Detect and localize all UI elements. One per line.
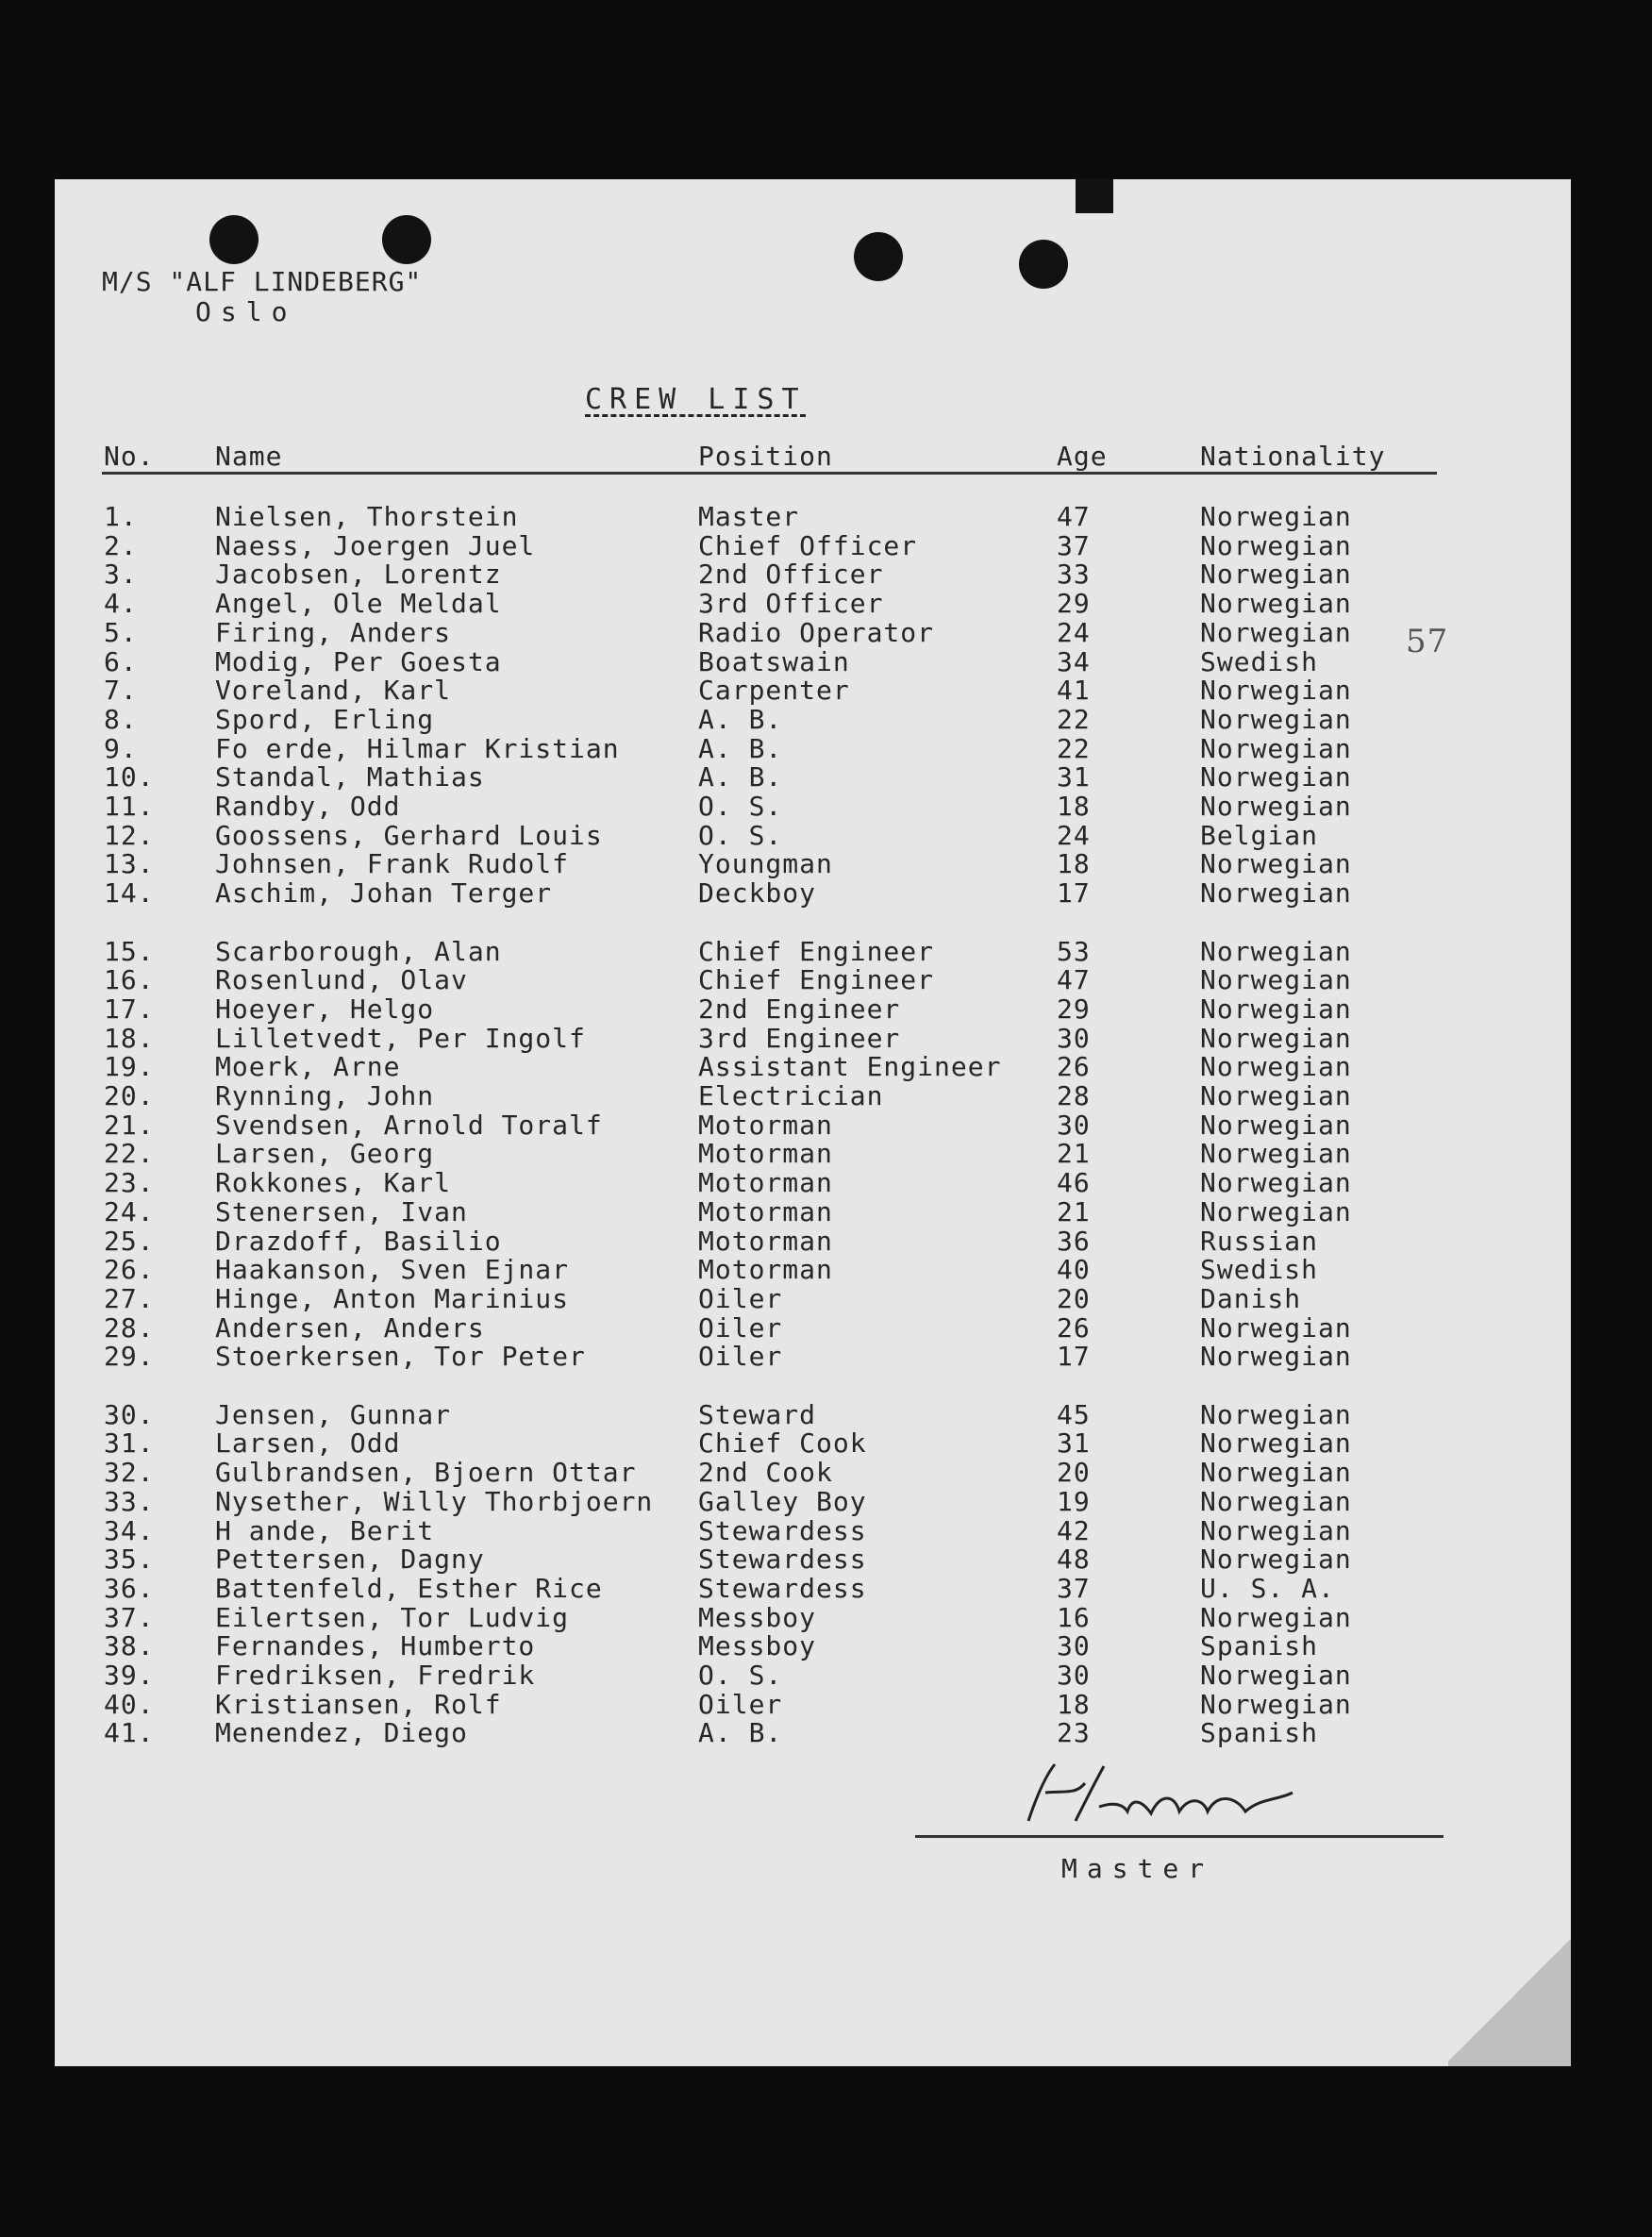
- crew-name: Aschim, Johan Terger: [215, 877, 553, 909]
- column-header-no: No.: [104, 441, 155, 472]
- table-row: [0, 1428, 1652, 1458]
- crew-position: Motorman: [698, 1138, 833, 1169]
- row-number: 10.: [104, 761, 155, 793]
- crew-position: Messboy: [698, 1630, 817, 1661]
- crew-name: Jacobsen, Lorentz: [215, 559, 502, 590]
- crew-name: Pettersen, Dagny: [215, 1544, 485, 1575]
- crew-age: 45: [1057, 1399, 1091, 1430]
- crew-nationality: Norwegian: [1200, 1312, 1352, 1344]
- crew-age: 20: [1057, 1457, 1091, 1488]
- crew-nationality: Norwegian: [1200, 559, 1352, 590]
- vessel-name: M/S "ALF LINDEBERG": [102, 266, 423, 297]
- crew-nationality: Norwegian: [1200, 588, 1352, 619]
- row-number: 20.: [104, 1080, 155, 1111]
- crew-name: Nysether, Willy Thorbjoern: [215, 1486, 654, 1517]
- crew-name: Stenersen, Ivan: [215, 1196, 468, 1227]
- crew-nationality: Norwegian: [1200, 993, 1352, 1025]
- table-row: [0, 1139, 1652, 1168]
- table-row: [0, 1081, 1652, 1110]
- crew-name: Fredriksen, Fredrik: [215, 1660, 536, 1691]
- crew-position: A. B.: [698, 704, 783, 735]
- crew-position: Galley Boy: [698, 1486, 867, 1517]
- crew-nationality: Norwegian: [1200, 1457, 1352, 1488]
- row-number: 9.: [104, 733, 138, 764]
- crew-position: Steward: [698, 1399, 817, 1430]
- crew-age: 26: [1057, 1312, 1091, 1344]
- crew-name: Modig, Per Goesta: [215, 646, 502, 677]
- page-number: 57: [1406, 623, 1449, 660]
- crew-age: 16: [1057, 1602, 1091, 1633]
- crew-age: 18: [1057, 1689, 1091, 1720]
- crew-nationality: Norwegian: [1200, 1602, 1352, 1633]
- crew-name: Fernandes, Humberto: [215, 1630, 536, 1661]
- crew-position: Electrician: [698, 1080, 884, 1111]
- crew-nationality: Norwegian: [1200, 1167, 1352, 1198]
- row-number: 5.: [104, 617, 138, 648]
- table-row: [0, 734, 1652, 763]
- table-row: [0, 676, 1652, 705]
- table-row: [0, 559, 1652, 589]
- table-row: [0, 994, 1652, 1024]
- paper-notch: [1076, 179, 1113, 213]
- row-number: 33.: [104, 1486, 155, 1517]
- crew-age: 46: [1057, 1167, 1091, 1198]
- crew-position: Motorman: [698, 1196, 833, 1227]
- crew-age: 17: [1057, 1341, 1091, 1372]
- crew-nationality: Norwegian: [1200, 1689, 1352, 1720]
- crew-name: Andersen, Anders: [215, 1312, 485, 1344]
- table-row: [0, 1342, 1652, 1371]
- crew-nationality: Norwegian: [1200, 848, 1352, 879]
- crew-position: Stewardess: [698, 1515, 867, 1546]
- crew-age: 31: [1057, 1427, 1091, 1459]
- row-number: 38.: [104, 1630, 155, 1661]
- row-number: 34.: [104, 1515, 155, 1546]
- crew-age: 37: [1057, 530, 1091, 561]
- crew-position: Oiler: [698, 1312, 783, 1344]
- table-row: [0, 965, 1652, 994]
- crew-nationality: Norwegian: [1200, 1138, 1352, 1169]
- punch-hole: [1019, 240, 1068, 289]
- crew-name: Naess, Joergen Juel: [215, 530, 536, 561]
- row-number: 8.: [104, 704, 138, 735]
- punch-hole: [382, 215, 431, 264]
- crew-name: Menendez, Diego: [215, 1717, 468, 1748]
- table-row: [0, 1487, 1652, 1516]
- table-row: [0, 1110, 1652, 1140]
- crew-name: Randby, Odd: [215, 791, 401, 822]
- crew-position: A. B.: [698, 1717, 783, 1748]
- row-number: 1.: [104, 501, 138, 532]
- crew-name: Moerk, Arne: [215, 1051, 401, 1082]
- crew-age: 28: [1057, 1080, 1091, 1111]
- crew-nationality: Norwegian: [1200, 964, 1352, 995]
- crew-age: 17: [1057, 877, 1091, 909]
- crew-nationality: Norwegian: [1200, 877, 1352, 909]
- crew-nationality: Norwegian: [1200, 1023, 1352, 1054]
- crew-position: O. S.: [698, 791, 783, 822]
- crew-name: Voreland, Karl: [215, 675, 452, 706]
- crew-nationality: Norwegian: [1200, 1660, 1352, 1691]
- crew-name: Jensen, Gunnar: [215, 1399, 452, 1430]
- crew-nationality: Norwegian: [1200, 733, 1352, 764]
- crew-position: A. B.: [698, 733, 783, 764]
- table-row: [0, 849, 1652, 878]
- crew-position: 3rd Officer: [698, 588, 884, 619]
- crew-age: 42: [1057, 1515, 1091, 1546]
- document-title: CREW LIST: [585, 383, 807, 416]
- crew-position: Motorman: [698, 1167, 833, 1198]
- crew-name: Gulbrandsen, Bjoern Ottar: [215, 1457, 637, 1488]
- table-row: [0, 531, 1652, 560]
- crew-age: 36: [1057, 1226, 1091, 1257]
- column-header-age: Age: [1057, 441, 1108, 472]
- crew-position: 2nd Cook: [698, 1457, 833, 1488]
- crew-nationality: Norwegian: [1200, 761, 1352, 793]
- crew-nationality: Norwegian: [1200, 936, 1352, 967]
- crew-age: 20: [1057, 1283, 1091, 1314]
- row-number: 19.: [104, 1051, 155, 1082]
- crew-name: Lilletvedt, Per Ingolf: [215, 1023, 586, 1054]
- table-row: [0, 1544, 1652, 1574]
- crew-name: Battenfeld, Esther Rice: [215, 1573, 603, 1604]
- crew-name: Johnsen, Frank Rudolf: [215, 848, 570, 879]
- crew-age: 19: [1057, 1486, 1091, 1517]
- row-number: 18.: [104, 1023, 155, 1054]
- crew-age: 33: [1057, 559, 1091, 590]
- table-row: [0, 1313, 1652, 1343]
- table-row: [0, 1197, 1652, 1227]
- row-number: 23.: [104, 1167, 155, 1198]
- folded-corner: [1448, 1934, 1571, 2066]
- crew-position: O. S.: [698, 1660, 783, 1691]
- crew-age: 30: [1057, 1110, 1091, 1141]
- row-number: 28.: [104, 1312, 155, 1344]
- crew-age: 40: [1057, 1254, 1091, 1285]
- row-number: 35.: [104, 1544, 155, 1575]
- crew-name: Kristiansen, Rolf: [215, 1689, 502, 1720]
- crew-age: 29: [1057, 588, 1091, 619]
- crew-name: Eilertsen, Tor Ludvig: [215, 1602, 570, 1633]
- crew-position: Master: [698, 501, 800, 532]
- row-number: 12.: [104, 820, 155, 851]
- punch-hole: [209, 215, 259, 264]
- table-row: [0, 589, 1652, 618]
- crew-nationality: Norwegian: [1200, 791, 1352, 822]
- crew-name: Nielsen, Thorstein: [215, 501, 519, 532]
- crew-age: 48: [1057, 1544, 1091, 1575]
- row-number: 30.: [104, 1399, 155, 1430]
- row-number: 6.: [104, 646, 138, 677]
- row-number: 2.: [104, 530, 138, 561]
- crew-nationality: Russian: [1200, 1226, 1319, 1257]
- crew-position: Stewardess: [698, 1573, 867, 1604]
- crew-name: Hinge, Anton Marinius: [215, 1283, 570, 1314]
- crew-position: Chief Officer: [698, 530, 918, 561]
- row-number: 26.: [104, 1254, 155, 1285]
- table-row: [0, 705, 1652, 734]
- crew-position: O. S.: [698, 820, 783, 851]
- crew-nationality: Swedish: [1200, 646, 1319, 677]
- row-number: 39.: [104, 1660, 155, 1691]
- table-row: [0, 1661, 1652, 1690]
- crew-nationality: Norwegian: [1200, 1051, 1352, 1082]
- crew-position: Radio Operator: [698, 617, 935, 648]
- crew-age: 29: [1057, 993, 1091, 1025]
- crew-nationality: Norwegian: [1200, 675, 1352, 706]
- crew-age: 31: [1057, 761, 1091, 793]
- crew-name: Drazdoff, Basilio: [215, 1226, 502, 1257]
- table-row: [0, 502, 1652, 531]
- crew-position: Deckboy: [698, 877, 817, 909]
- crew-age: 30: [1057, 1630, 1091, 1661]
- table-row: [0, 821, 1652, 850]
- table-row: [0, 1168, 1652, 1197]
- crew-age: 24: [1057, 617, 1091, 648]
- row-number: 27.: [104, 1283, 155, 1314]
- crew-name: Svendsen, Arnold Toralf: [215, 1110, 603, 1141]
- crew-age: 22: [1057, 733, 1091, 764]
- row-number: 41.: [104, 1717, 155, 1748]
- table-row: [0, 1458, 1652, 1487]
- crew-position: Motorman: [698, 1254, 833, 1285]
- crew-nationality: U. S. A.: [1200, 1573, 1335, 1604]
- crew-position: Oiler: [698, 1689, 783, 1720]
- crew-name: Larsen, Georg: [215, 1138, 435, 1169]
- row-number: 4.: [104, 588, 138, 619]
- table-row: [0, 1631, 1652, 1661]
- crew-nationality: Norwegian: [1200, 530, 1352, 561]
- crew-position: Stewardess: [698, 1544, 867, 1575]
- row-number: 7.: [104, 675, 138, 706]
- row-number: 21.: [104, 1110, 155, 1141]
- row-number: 15.: [104, 936, 155, 967]
- crew-position: 3rd Engineer: [698, 1023, 901, 1054]
- table-row: [0, 1400, 1652, 1429]
- signature-role: Master: [1061, 1853, 1214, 1884]
- crew-nationality: Norwegian: [1200, 1080, 1352, 1111]
- row-number: 11.: [104, 791, 155, 822]
- crew-name: Rokkones, Karl: [215, 1167, 452, 1198]
- crew-nationality: Norwegian: [1200, 1399, 1352, 1430]
- crew-nationality: Norwegian: [1200, 1486, 1352, 1517]
- crew-name: Scarborough, Alan: [215, 936, 502, 967]
- crew-name: Fo erde, Hilmar Kristian: [215, 733, 620, 764]
- table-row: [0, 1603, 1652, 1632]
- crew-position: Carpenter: [698, 675, 850, 706]
- row-number: 14.: [104, 877, 155, 909]
- row-number: 40.: [104, 1689, 155, 1720]
- crew-age: 53: [1057, 936, 1091, 967]
- table-row: [0, 647, 1652, 676]
- crew-nationality: Belgian: [1200, 820, 1319, 851]
- crew-name: Hoeyer, Helgo: [215, 993, 435, 1025]
- crew-position: Oiler: [698, 1341, 783, 1372]
- crew-nationality: Norwegian: [1200, 1427, 1352, 1459]
- row-number: 22.: [104, 1138, 155, 1169]
- crew-position: 2nd Engineer: [698, 993, 901, 1025]
- crew-name: Haakanson, Sven Ejnar: [215, 1254, 570, 1285]
- crew-position: Boatswain: [698, 646, 850, 677]
- crew-nationality: Spanish: [1200, 1717, 1319, 1748]
- column-header-position: Position: [698, 441, 833, 472]
- table-row: [0, 1690, 1652, 1719]
- crew-age: 37: [1057, 1573, 1091, 1604]
- crew-nationality: Norwegian: [1200, 617, 1352, 648]
- row-number: 31.: [104, 1427, 155, 1459]
- row-number: 3.: [104, 559, 138, 590]
- crew-nationality: Swedish: [1200, 1254, 1319, 1285]
- crew-position: Oiler: [698, 1283, 783, 1314]
- crew-age: 30: [1057, 1660, 1091, 1691]
- crew-nationality: Norwegian: [1200, 1196, 1352, 1227]
- table-row: [0, 1284, 1652, 1313]
- crew-name: Standal, Mathias: [215, 761, 485, 793]
- crew-age: 23: [1057, 1717, 1091, 1748]
- crew-age: 22: [1057, 704, 1091, 735]
- table-row: [0, 1255, 1652, 1284]
- crew-position: A. B.: [698, 761, 783, 793]
- crew-name: Firing, Anders: [215, 617, 452, 648]
- row-number: 25.: [104, 1226, 155, 1257]
- crew-name: Spord, Erling: [215, 704, 435, 735]
- punch-hole: [854, 232, 903, 281]
- crew-age: 18: [1057, 848, 1091, 879]
- crew-age: 34: [1057, 646, 1091, 677]
- row-number: 29.: [104, 1341, 155, 1372]
- crew-position: Chief Engineer: [698, 936, 935, 967]
- crew-age: 47: [1057, 964, 1091, 995]
- header-rule: [102, 472, 1437, 475]
- crew-position: Chief Cook: [698, 1427, 867, 1459]
- table-row: [0, 1516, 1652, 1545]
- crew-age: 47: [1057, 501, 1091, 532]
- table-row: [0, 878, 1652, 908]
- crew-nationality: Norwegian: [1200, 501, 1352, 532]
- crew-name: Rynning, John: [215, 1080, 435, 1111]
- crew-name: Larsen, Odd: [215, 1427, 401, 1459]
- crew-age: 18: [1057, 791, 1091, 822]
- table-row: [0, 1718, 1652, 1747]
- crew-nationality: Norwegian: [1200, 1515, 1352, 1546]
- crew-nationality: Spanish: [1200, 1630, 1319, 1661]
- column-header-nationality: Nationality: [1200, 441, 1386, 472]
- crew-age: 26: [1057, 1051, 1091, 1082]
- crew-position: Motorman: [698, 1110, 833, 1141]
- crew-name: Angel, Ole Meldal: [215, 588, 502, 619]
- crew-position: Chief Engineer: [698, 964, 935, 995]
- crew-nationality: Norwegian: [1200, 1110, 1352, 1141]
- crew-nationality: Norwegian: [1200, 1341, 1352, 1372]
- crew-age: 21: [1057, 1138, 1091, 1169]
- crew-name: H ande, Berit: [215, 1515, 435, 1546]
- row-number: 17.: [104, 993, 155, 1025]
- crew-nationality: Norwegian: [1200, 1544, 1352, 1575]
- crew-nationality: Norwegian: [1200, 704, 1352, 735]
- signature-line: [915, 1835, 1443, 1838]
- table-row: [0, 1052, 1652, 1081]
- table-row: [0, 1024, 1652, 1053]
- row-number: 13.: [104, 848, 155, 879]
- table-row: [0, 1227, 1652, 1256]
- master-signature: [1010, 1755, 1349, 1840]
- row-number: 32.: [104, 1457, 155, 1488]
- crew-age: 24: [1057, 820, 1091, 851]
- crew-age: 21: [1057, 1196, 1091, 1227]
- row-number: 16.: [104, 964, 155, 995]
- table-row: [0, 1574, 1652, 1603]
- crew-name: Stoerkersen, Tor Peter: [215, 1341, 586, 1372]
- table-row: [0, 792, 1652, 821]
- row-number: 36.: [104, 1573, 155, 1604]
- table-row: [0, 762, 1652, 792]
- crew-position: Messboy: [698, 1602, 817, 1633]
- crew-position: Assistant Engineer: [698, 1051, 1002, 1082]
- crew-position: Motorman: [698, 1226, 833, 1257]
- row-number: 24.: [104, 1196, 155, 1227]
- table-row: [0, 937, 1652, 966]
- table-row: [0, 618, 1652, 647]
- column-header-name: Name: [215, 441, 283, 472]
- home-port: Oslo: [195, 296, 297, 327]
- crew-position: 2nd Officer: [698, 559, 884, 590]
- row-number: 37.: [104, 1602, 155, 1633]
- crew-position: Youngman: [698, 848, 833, 879]
- crew-age: 30: [1057, 1023, 1091, 1054]
- crew-age: 41: [1057, 675, 1091, 706]
- crew-name: Rosenlund, Olav: [215, 964, 468, 995]
- crew-nationality: Danish: [1200, 1283, 1302, 1314]
- crew-name: Goossens, Gerhard Louis: [215, 820, 603, 851]
